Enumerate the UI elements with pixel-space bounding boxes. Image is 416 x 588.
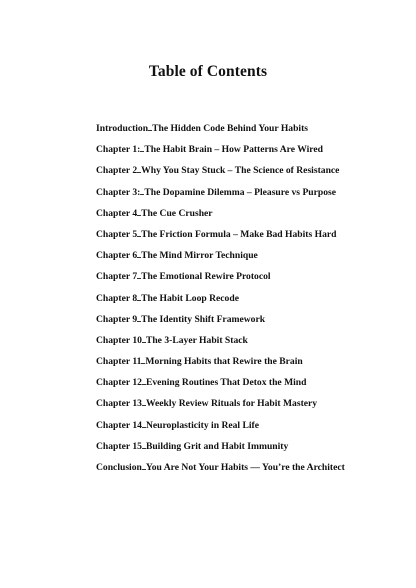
toc-entry-title: The Friction Formula – Make Bad Habits Hard <box>141 228 337 240</box>
page-title: Table of Contents <box>148 63 268 80</box>
toc-entry <box>96 185 406 206</box>
toc-entry-title: The Mind Mirror Technique <box>141 250 258 262</box>
toc-entry-label: Chapter 12 <box>96 377 142 389</box>
toc-entry-label: Chapter 1: <box>96 144 141 156</box>
toc-entry-title: Neuroplasticity in Real Life <box>145 419 260 431</box>
toc-entry <box>96 163 406 184</box>
toc-entry-label: Chapter 8 <box>96 292 138 304</box>
toc-entry <box>96 227 406 248</box>
toc-entry-label: Chapter 6 <box>96 250 138 262</box>
table-of-contents <box>96 121 406 481</box>
toc-entry-title: Why You Stay Stuck – The Science of Resistance <box>141 165 340 177</box>
toc-entry <box>96 460 406 481</box>
toc-entry <box>96 121 406 142</box>
toc-entry <box>96 354 406 375</box>
toc-entry <box>96 206 406 227</box>
toc-entry <box>96 312 406 333</box>
toc-entry <box>96 439 406 460</box>
toc-entry-label: Chapter 13 <box>96 398 142 410</box>
toc-entry-title: The Identity Shift Framework <box>141 313 266 325</box>
toc-entry-title: The Dopamine Dilemma – Pleasure vs Purpose <box>144 186 337 198</box>
toc-entry-label: Chapter 3: <box>96 186 141 198</box>
toc-entry-title: You Are Not Your Habits — You’re the Architect <box>145 462 345 473</box>
toc-entry-title: Evening Routines That Detox the Mind <box>145 377 307 389</box>
toc-entry <box>96 418 406 439</box>
toc-entry-label: Chapter 5 <box>96 228 138 240</box>
toc-entry-title: Weekly Review Rituals for Habit Mastery <box>145 398 318 410</box>
toc-entry-label: Chapter 14 <box>96 419 142 431</box>
toc-entry-label: Chapter 11 <box>96 356 142 368</box>
toc-entry-label: Chapter 2 <box>96 165 138 177</box>
toc-entry-label: Conclusion <box>96 462 142 473</box>
toc-entry-title: Morning Habits that Rewire the Brain <box>145 356 303 368</box>
toc-entry-label: Chapter 4 <box>96 207 138 219</box>
toc-entry <box>96 269 406 290</box>
toc-entry <box>96 248 406 269</box>
toc-entry-label: Chapter 9 <box>96 313 138 325</box>
toc-entry-title: The Hidden Code Behind Your Habits <box>152 123 309 134</box>
toc-entry-label: Chapter 15 <box>96 440 142 452</box>
toc-entry-label: Chapter 7 <box>96 271 138 283</box>
toc-entry <box>96 396 406 417</box>
toc-entry <box>96 291 406 312</box>
toc-entry-title: The Habit Brain – How Patterns Are Wired <box>144 144 323 156</box>
toc-entry-title: The Habit Loop Recode <box>141 292 239 304</box>
toc-entry-label: Introduction <box>96 123 149 134</box>
toc-entry-label: Chapter 10 <box>96 334 142 346</box>
toc-entry <box>96 333 406 354</box>
toc-entry-title: The 3-Layer Habit Stack <box>145 334 248 346</box>
toc-entry <box>96 142 406 163</box>
toc-entry-title: The Emotional Rewire Protocol <box>141 271 271 283</box>
toc-entry-title: The Cue Crusher <box>141 207 213 219</box>
toc-entry <box>96 375 406 396</box>
toc-entry-title: Building Grit and Habit Immunity <box>145 440 289 452</box>
